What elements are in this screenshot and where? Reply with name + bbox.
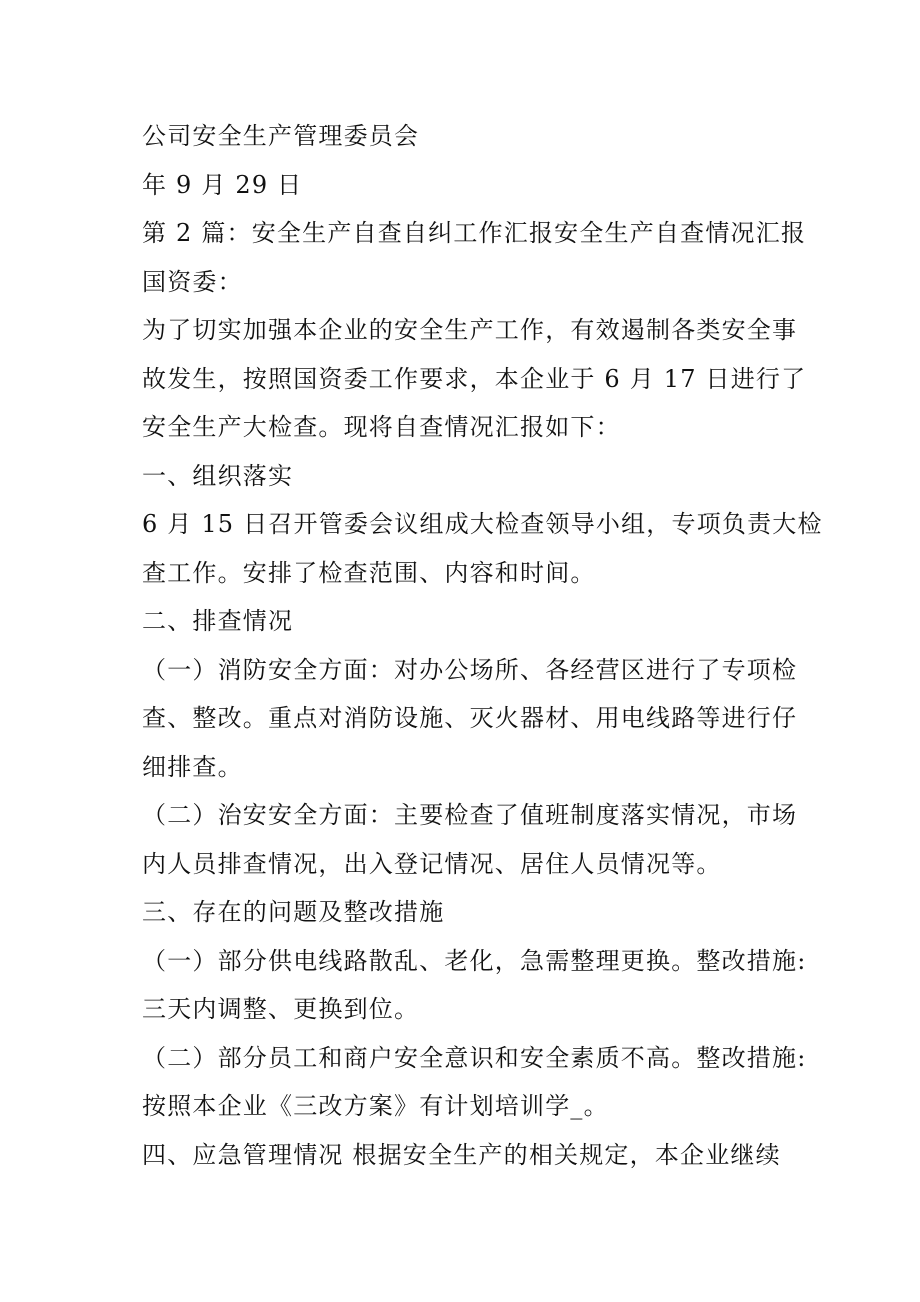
- section-heading: 一、组织落实: [142, 461, 294, 490]
- paragraph-line: 按照本企业《三改方案》有计划培训学_。: [142, 1092, 609, 1120]
- signature-date: 年 9 月 29 日: [142, 170, 303, 199]
- paragraph-line: 内人员排查情况，出入登记情况、居住人员情况等。: [142, 849, 722, 878]
- signature-committee: 公司安全生产管理委员会: [142, 122, 420, 150]
- paragraph-line: （二）部分员工和商户安全意识和安全素质不高。整改措施:: [142, 1043, 807, 1072]
- paragraph-line: 查工作。安排了检查范围、内容和时间。: [142, 558, 596, 587]
- paragraph-line: 故发生，按照国资委工作要求，本企业于 6 月 17 日进行了: [142, 364, 807, 393]
- section-heading: 三、存在的问题及整改措施: [142, 898, 445, 926]
- paragraph-line: （一）部分供电线路散乱、老化，急需整理更换。整改措施:: [142, 946, 807, 975]
- section-heading: 二、排查情况: [142, 607, 294, 635]
- paragraph-line: 安全生产大检查。现将自查情况汇报如下：: [142, 413, 621, 441]
- paragraph-line: 6 月 15 日召开管委会议组成大检查领导小组，专项负责大检: [142, 510, 823, 538]
- paragraph-line: 为了切实加强本企业的安全生产工作，有效遏制各类安全事: [142, 316, 798, 344]
- paragraph-line: （二）治安安全方面：主要检查了值班制度落实情况，市场: [142, 801, 798, 829]
- paragraph-line: 查、整改。重点对消防设施、灭火器材、用电线路等进行仔: [142, 704, 798, 732]
- paragraph-line: （一）消防安全方面：对办公场所、各经营区进行了专项检: [142, 655, 798, 684]
- paragraph-line: 四、应急管理情况 根据安全生产的相关规定，本企业继续: [142, 1140, 781, 1169]
- document-body: [142, 112, 823, 1179]
- salutation: 国资委：: [142, 267, 243, 296]
- article-title: 第 2 篇：安全生产自查自纠工作汇报安全生产自查情况汇报: [142, 219, 807, 247]
- paragraph-line: 细排查。: [142, 752, 243, 781]
- paragraph-line: 三天内调整、更换到位。: [142, 995, 420, 1023]
